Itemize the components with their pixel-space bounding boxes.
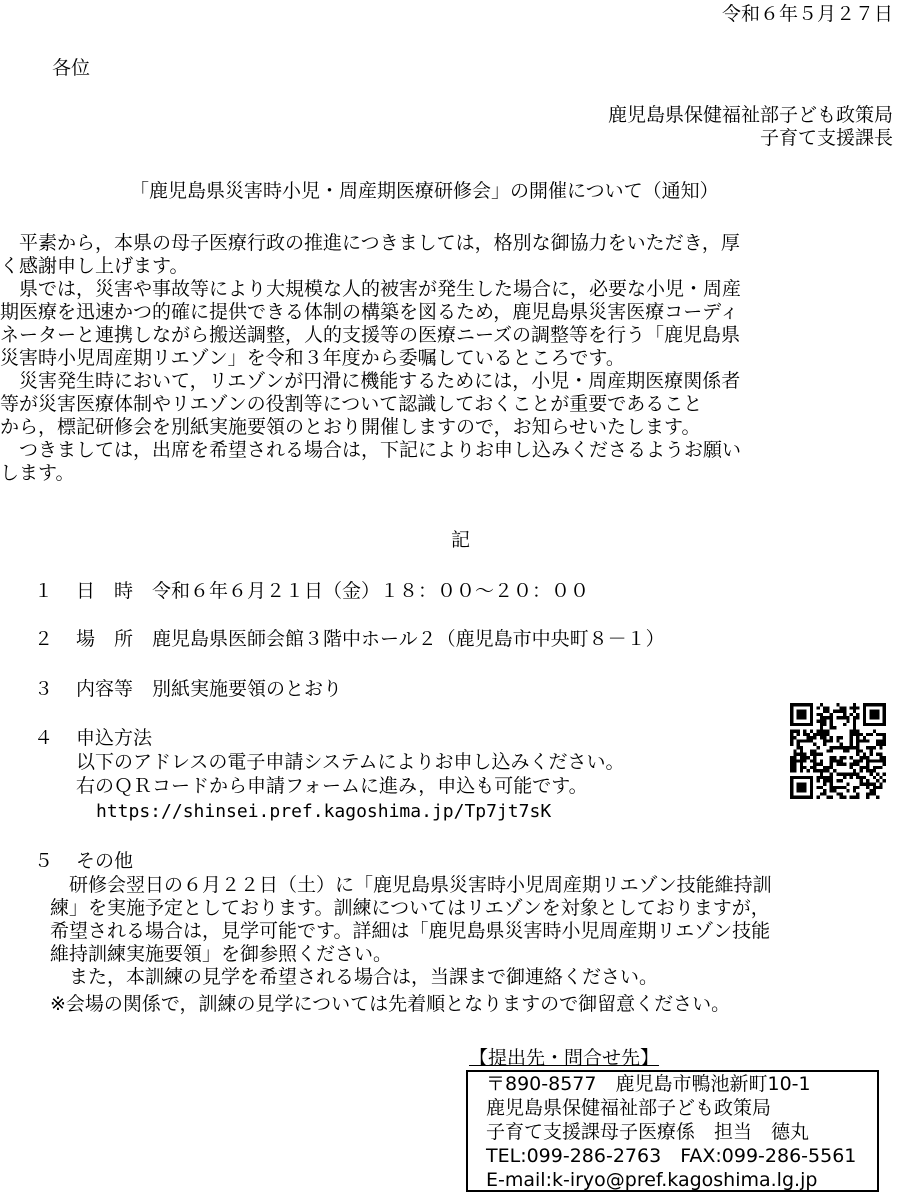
body-line: 平素から，本県の母子医療行政の推進につきましては，格別な御協力をいただき，厚: [0, 232, 740, 254]
item-5-line: また，本訓練の見学を希望される場合は，当課まで御連絡ください。: [50, 966, 659, 988]
contact-address: 〒890-8577 鹿児島市鴨池新町10-1: [486, 1073, 811, 1095]
contact-organization: 鹿児島県保健福祉部子ども政策局: [486, 1097, 772, 1119]
body-line: く感謝申し上げます。: [0, 255, 189, 277]
contact-person: 子育て支援課母子医療係 担当 德丸: [486, 1121, 810, 1143]
item-3-number: ３: [34, 678, 54, 700]
addressee: 各位: [52, 57, 91, 79]
body-line: 県では，災害や事故等により大規模な人的被害が発生した場合に，必要な小児・周産: [0, 278, 742, 300]
sender-organization: 鹿児島県保健福祉部子ども政策局: [607, 104, 893, 126]
document-date: 令和６年５月２７日: [721, 3, 893, 25]
contact-phone-fax: TEL:099-286-2763 FAX:099-286-5561: [486, 1145, 857, 1167]
item-4-number: ４: [34, 727, 54, 749]
body-line: から，標記研修会を別紙実施要領のとおり開催しますので，お知らせいたします。: [0, 416, 701, 438]
qr-code[interactable]: [790, 703, 886, 799]
body-line: します。: [0, 462, 75, 484]
ki-heading: 記: [451, 529, 471, 551]
item-5-line: 維持訓練実施要領」を御参照ください。: [50, 943, 393, 965]
application-url-link[interactable]: https://shinsei.pref.kagoshima.jp/Tp7jt7sK: [96, 801, 552, 822]
contact-box: [466, 1070, 879, 1192]
item-5-line: 研修会翌日の６月２２日（土）に「鹿児島県災害時小児周産期リエゾン技能維持訓: [50, 874, 772, 896]
item-1-text: 日 時 令和６年６月２１日（金）１８：００～２０：００: [76, 580, 590, 602]
body-paragraphs: [0, 232, 923, 485]
item-1-number: １: [34, 580, 54, 602]
contact-email[interactable]: E-mail:k-iryo@pref.kagoshima.lg.jp: [486, 1169, 818, 1191]
item-5-line: 練」を実施予定としております。訓練についてはリエゾンを対象としておりますが，: [50, 897, 770, 919]
body-line: つきましては，出席を希望される場合は，下記によりお申し込みくださるようお願い: [0, 439, 742, 461]
document-title: 「鹿児島県災害時小児・周産期医療研修会」の開催について（通知）: [130, 180, 719, 202]
item-3-text: 内容等 別紙実施要領のとおり: [76, 678, 343, 700]
item-4-heading: 申込方法: [76, 727, 153, 749]
body-line: ネーターと連携しながら搬送調整，人的支援等の医療ニーズの調整等を行う「鹿児島県: [0, 324, 741, 346]
item-5-heading: その他: [76, 850, 134, 872]
sender-title: 子育て支援課長: [759, 127, 893, 149]
contact-heading: 【提出先・問合せ先】: [469, 1047, 660, 1069]
body-line: 災害発生時において，リエゾンが円滑に機能するためには，小児・周産期医療関係者: [0, 370, 741, 392]
item-5-body: [50, 874, 923, 989]
body-line: 等が災害医療体制やリエゾンの役割等について認識しておくことが重要であること: [0, 393, 703, 415]
body-line: 災害時小児周産期リエゾン」を令和３年度から委嘱しているところです。: [0, 347, 625, 369]
item-4-line-2: 右のＱＲコードから申請フォームに進み，申込も可能です。: [76, 775, 588, 797]
item-2-text: 場 所 鹿児島県医師会館３階中ホール２（鹿児島市中央町８－１）: [76, 628, 665, 650]
item-5-line: 希望される場合は，見学可能です。詳細は「鹿児島県災害時小児周産期リエゾン技能: [50, 920, 771, 942]
item-5-note: ※会場の関係で，訓練の見学については先着順となりますので御留意ください。: [50, 993, 731, 1015]
body-line: 期医療を迅速かつ的確に提供できる体制の構築を図るため，鹿児島県災害医療コーディ: [0, 301, 739, 323]
item-5-number: ５: [34, 850, 54, 872]
item-4-line-1: 以下のアドレスの電子申請システムによりお申し込みください。: [76, 751, 625, 773]
item-2-number: ２: [34, 628, 54, 650]
